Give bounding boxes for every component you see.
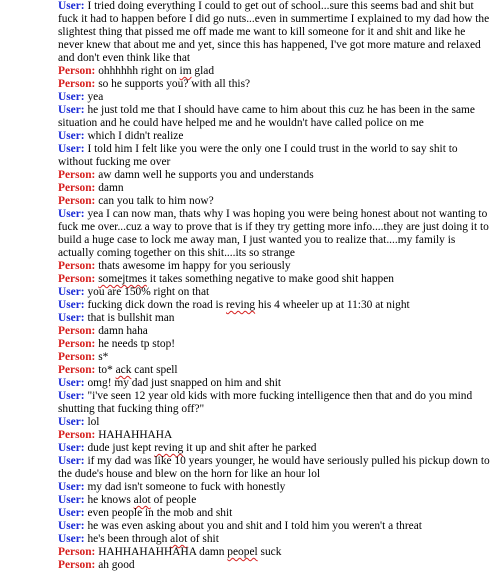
chat-message <box>58 286 491 299</box>
speaker-colon: : <box>80 312 88 324</box>
speaker-label: User <box>58 416 81 428</box>
chat-message <box>58 0 491 65</box>
chat-message <box>58 299 491 312</box>
message-text: s* <box>98 351 109 363</box>
message-text: suck <box>257 546 282 558</box>
speaker-label: User <box>58 312 81 324</box>
chat-message <box>58 130 491 143</box>
speaker-label: User <box>58 104 81 116</box>
speaker-colon: : <box>80 91 88 103</box>
chat-message <box>58 143 491 169</box>
chat-message <box>58 455 491 481</box>
message-text: my dad isn't someone to fuck with honestly <box>87 481 286 493</box>
message-text: yea I can now man, thats why I was hoping you were being honest about not wanting to fuck me over...cuz a way to prove that is if they try getting more info....they are just doing it to build a huge case to lock me away man, I just wanted you to realize that....my family is actually coming together on this shit....its so strange <box>58 208 489 259</box>
message-text: it takes something negative to make good shit happen <box>146 273 394 285</box>
chat-message <box>58 533 491 546</box>
message-text: he needs tp stop! <box>98 338 176 350</box>
message-text: I tried doing everything I could to get out of school...sure this seems bad and shit but fuck it had to happen before I did go nuts...even in summertime I explained to my dad how the slightest thing that pissed me off made me want to kill someone for it and shit and like he never knew that about me and yet, since this has happened, I've got more mature and relaxed and don't even think like that <box>58 0 490 64</box>
chat-message <box>58 169 491 182</box>
chat-message <box>58 104 491 130</box>
speaker-label: User <box>58 143 81 155</box>
message-text: he's been through <box>87 533 171 545</box>
message-text: which I didn't realize <box>87 130 184 142</box>
chat-message <box>58 416 491 429</box>
chat-message <box>58 195 491 208</box>
message-text: HAHAHHAHA <box>98 429 173 441</box>
misspelled-word: ack <box>115 364 132 376</box>
message-text: omg! my dad just snapped on him and shit <box>87 377 282 389</box>
speaker-label: Person <box>58 169 92 181</box>
chat-message <box>58 559 491 572</box>
speaker-label: Person <box>58 195 92 207</box>
speaker-colon: : <box>80 208 88 220</box>
speaker-colon: : <box>91 351 99 363</box>
speaker-label: User <box>58 494 81 506</box>
message-text: if my dad was like 10 years younger, he would have seriously pulled his pickup down to the dude's house and blew on the horn for like an hour lol <box>58 455 490 480</box>
speaker-colon: : <box>80 143 88 155</box>
chat-message <box>58 78 491 91</box>
message-text: damn haha <box>98 325 148 337</box>
message-text: that is bullshit man <box>87 312 175 324</box>
message-text: even people in the mob and shit <box>87 507 233 519</box>
message-text: glad <box>191 65 215 77</box>
speaker-colon: : <box>80 416 88 428</box>
speaker-colon: : <box>91 546 99 558</box>
message-text: you are 150% right on that <box>87 286 210 298</box>
speaker-label: Person <box>58 364 92 376</box>
speaker-colon: : <box>80 507 88 519</box>
speaker-label: User <box>58 286 81 298</box>
misspelled-word: peopel <box>227 546 258 558</box>
chat-message <box>58 260 491 273</box>
misspelled-word: reving <box>154 442 184 454</box>
chat-message <box>58 364 491 377</box>
chat-message <box>58 442 491 455</box>
chat-message <box>58 546 491 559</box>
speaker-colon: : <box>80 455 88 467</box>
chat-message <box>58 208 491 260</box>
speaker-colon: : <box>80 299 88 311</box>
message-text: aw damn well he supports you and understands <box>98 169 314 181</box>
message-text: it up and shit after he parked <box>183 442 317 454</box>
speaker-colon: : <box>91 325 99 337</box>
chat-message <box>58 338 491 351</box>
chat-message <box>58 325 491 338</box>
speaker-colon: : <box>91 559 99 571</box>
speaker-colon: : <box>80 130 88 142</box>
speaker-label: User <box>58 442 81 454</box>
speaker-label: User <box>58 377 81 389</box>
speaker-label: Person <box>58 351 92 363</box>
chat-transcript <box>58 0 491 572</box>
speaker-colon: : <box>91 364 99 376</box>
chat-message <box>58 65 491 78</box>
speaker-colon: : <box>91 260 99 272</box>
chat-message <box>58 429 491 442</box>
speaker-label: User <box>58 299 81 311</box>
speaker-label: User <box>58 520 81 532</box>
message-text: ohhhhhh right on <box>98 65 180 77</box>
chat-message <box>58 312 491 325</box>
speaker-colon: : <box>91 429 99 441</box>
message-text: HAHHAHAHHAHA damn <box>98 546 228 558</box>
speaker-label: User <box>58 507 81 519</box>
misspelled-word: reving <box>226 299 256 311</box>
speaker-label: User <box>58 481 81 493</box>
message-text: cant spell <box>131 364 178 376</box>
message-text: fucking dick down the road is <box>87 299 226 311</box>
speaker-colon: : <box>80 533 88 545</box>
speaker-label: User <box>58 130 81 142</box>
message-text: he was even asking about you and shit and I told him you weren't a threat <box>87 520 422 532</box>
speaker-label: Person <box>58 429 92 441</box>
speaker-label: Person <box>58 182 92 194</box>
speaker-label: Person <box>58 260 92 272</box>
message-text: "i've seen 12 year old kids with more fucking intelligence then that and do you mind shutting that fucking thing off?" <box>58 390 473 415</box>
speaker-colon: : <box>80 390 88 402</box>
message-text: can you talk to him now? <box>98 195 214 207</box>
speaker-label: Person <box>58 559 92 571</box>
speaker-colon: : <box>91 182 99 194</box>
misspelled-word: somejtmes <box>98 273 147 285</box>
message-text: so he supports you? with all this? <box>98 78 251 90</box>
speaker-colon: : <box>91 78 99 90</box>
chat-message <box>58 91 491 104</box>
speaker-colon: : <box>80 494 88 506</box>
speaker-colon: : <box>80 104 88 116</box>
message-text: damn <box>98 182 124 194</box>
chat-message <box>58 351 491 364</box>
chat-message <box>58 377 491 390</box>
speaker-colon: : <box>80 377 88 389</box>
message-text: of shit <box>187 533 219 545</box>
speaker-label: Person <box>58 338 92 350</box>
chat-message <box>58 507 491 520</box>
message-text: yea <box>87 91 104 103</box>
speaker-colon: : <box>80 520 88 532</box>
speaker-colon: : <box>80 481 88 493</box>
speaker-label: User <box>58 533 81 545</box>
misspelled-word: im <box>179 65 192 77</box>
speaker-label: User <box>58 0 81 12</box>
chat-message <box>58 494 491 507</box>
speaker-colon: : <box>91 195 99 207</box>
chat-message <box>58 520 491 533</box>
message-text: thats awesome im happy for you seriously <box>98 260 291 272</box>
speaker-colon: : <box>91 273 99 285</box>
message-text: he knows <box>87 494 134 506</box>
speaker-colon: : <box>80 442 88 454</box>
chat-message <box>58 182 491 195</box>
message-text: dude just kept <box>87 442 155 454</box>
message-text: to* <box>98 364 116 376</box>
speaker-label: User <box>58 390 81 402</box>
message-text: he just told me that I should have came to him about this cuz he has been in the same situation and he could have helped me and he wouldn't have called police on me <box>58 104 475 129</box>
speaker-colon: : <box>91 169 99 181</box>
misspelled-word: alot <box>170 533 188 545</box>
speaker-colon: : <box>80 286 88 298</box>
speaker-colon: : <box>80 0 88 12</box>
message-text: ah good <box>98 559 135 571</box>
speaker-label: User <box>58 455 81 467</box>
speaker-colon: : <box>91 65 99 77</box>
chat-message <box>58 481 491 494</box>
message-text: lol <box>87 416 100 428</box>
speaker-label: Person <box>58 273 92 285</box>
message-text: his 4 wheeler up at 11:30 at night <box>255 299 410 311</box>
message-text: I told him I felt like you were the only one I could trust in the world to say shit to without fucking me over <box>58 143 458 168</box>
misspelled-word: alot <box>133 494 151 506</box>
chat-message <box>58 273 491 286</box>
speaker-label: Person <box>58 546 92 558</box>
speaker-label: User <box>58 208 81 220</box>
speaker-label: Person <box>58 65 92 77</box>
chat-message <box>58 390 491 416</box>
message-text: of people <box>150 494 197 506</box>
speaker-label: Person <box>58 78 92 90</box>
speaker-label: Person <box>58 325 92 337</box>
speaker-colon: : <box>91 338 99 350</box>
speaker-label: User <box>58 91 81 103</box>
